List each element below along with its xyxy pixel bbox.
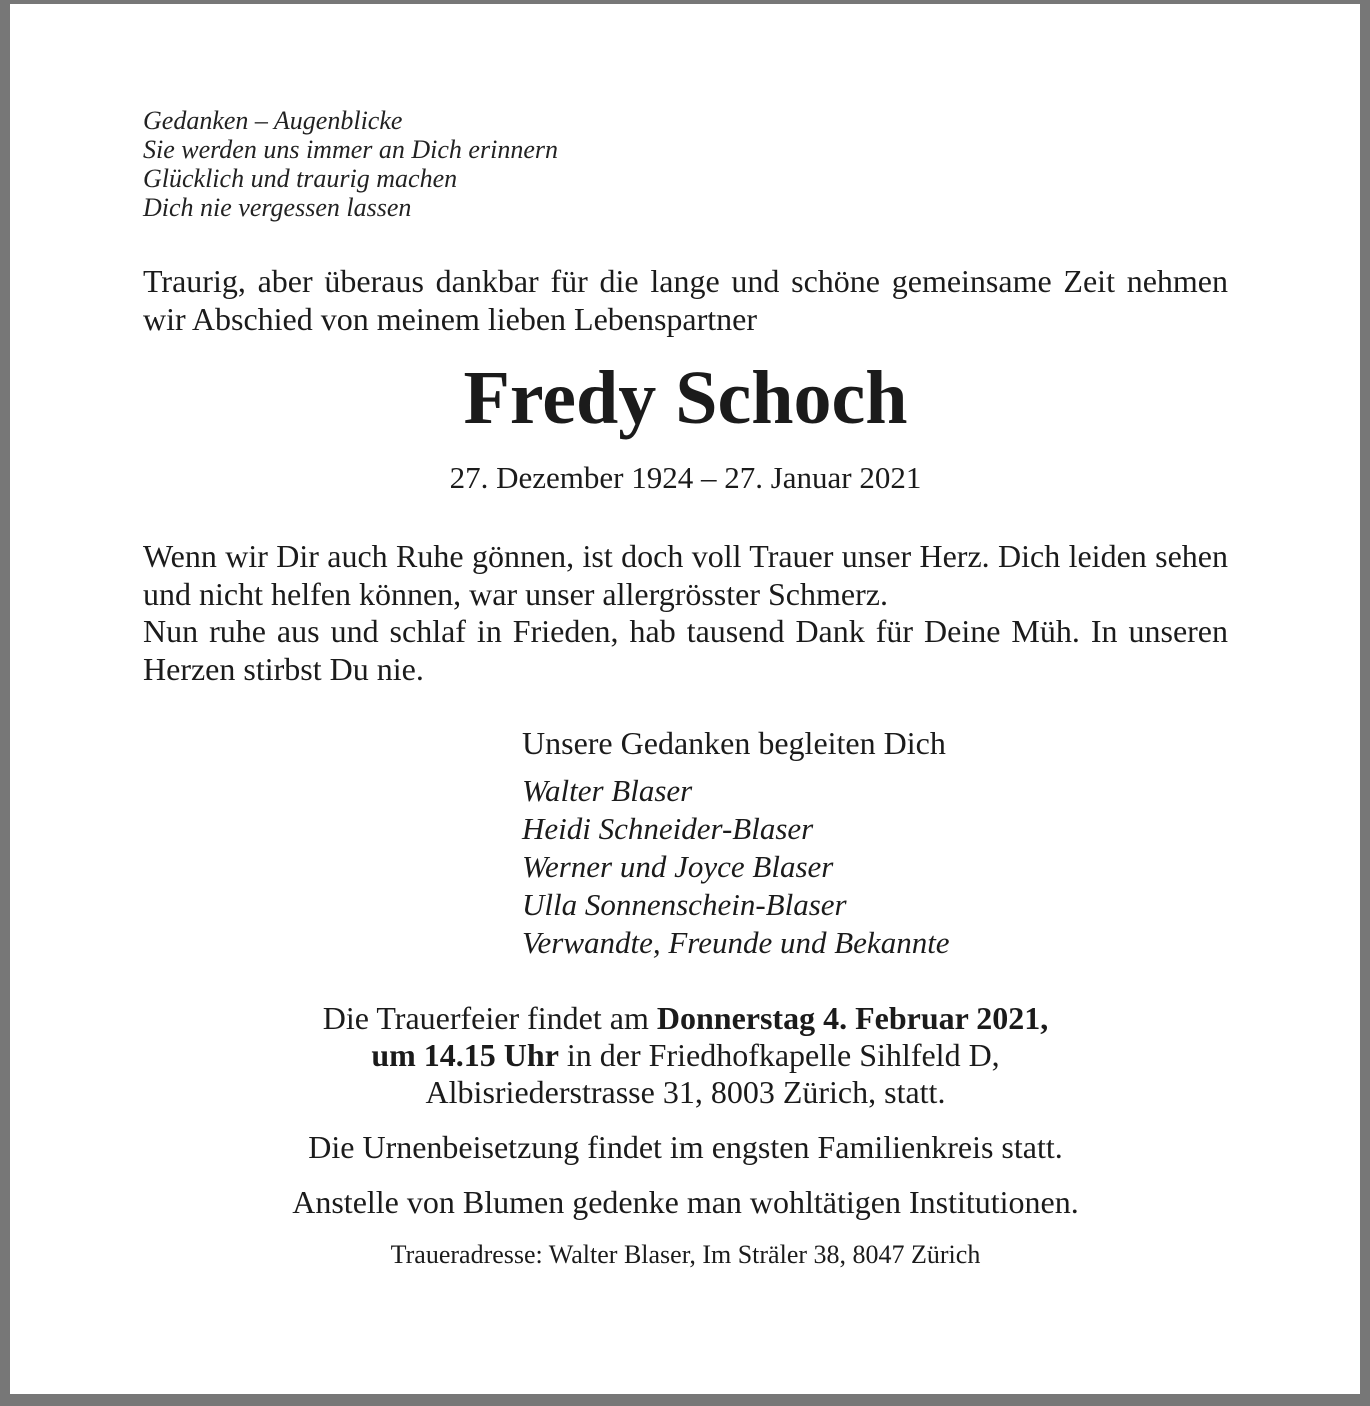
- intro-paragraph: Traurig, aber überaus dankbar für die lange und schöne gemeinsame Zeit nehmen wir Abschied von meinem lieben Lebenspartner: [143, 263, 1228, 337]
- poem-line: Gedanken – Augenblicke: [143, 106, 403, 135]
- mourner-name: Walter Blaser: [522, 773, 693, 809]
- mourner-name: Verwandte, Freunde und Bekannte: [522, 925, 950, 961]
- funeral-info-line-1: [143, 1000, 1228, 1037]
- funeral-location: in der Friedhofkapelle Sihlfeld D,: [566, 1037, 1000, 1074]
- eulogy-text: [143, 538, 1228, 688]
- mourners-block: [522, 724, 1228, 962]
- eulogy-paragraph-2: Nun ruhe aus und schlaf in Frieden, hab tausend Dank für Deine Müh. In unseren Herzen stirbst Du nie.: [143, 613, 1228, 687]
- funeral-date: Donnerstag 4. Februar 2021,: [656, 1000, 1049, 1037]
- eulogy-paragraph-1: Wenn wir Dir auch Ruhe gönnen, ist doch voll Trauer unser Herz. Dich leiden sehen und nicht helfen können, war unser allergrösster Schmerz.: [143, 538, 1228, 612]
- mourner-names-list: [522, 772, 1228, 962]
- funeral-info-line-2: [143, 1037, 1228, 1074]
- funeral-info-line-3: Albisriederstrasse 31, 8003 Zürich, statt.: [425, 1074, 946, 1111]
- funeral-time: um 14.15 Uhr: [371, 1037, 559, 1074]
- deceased-name: Fredy Schoch: [463, 356, 908, 440]
- mourner-name: Ulla Sonnenschein-Blaser: [522, 887, 847, 923]
- poem-line: Glücklich und traurig machen: [143, 164, 458, 193]
- mourner-name: Heidi Schneider-Blaser: [522, 811, 814, 847]
- flowers-note: Anstelle von Blumen gedenke man wohltätigen Institutionen.: [292, 1184, 1079, 1221]
- mourners-intro: Unsere Gedanken begleiten Dich: [522, 725, 946, 762]
- funeral-service-info: [143, 1000, 1228, 1111]
- life-dates: 27. Dezember 1924 – 27. Januar 2021: [449, 460, 922, 495]
- mourner-name: Werner und Joyce Blaser: [522, 849, 834, 885]
- funeral-prefix: Die Trauerfeier findet am: [322, 1000, 649, 1037]
- poem-line: Dich nie vergessen lassen: [143, 193, 412, 222]
- burial-note: Die Urnenbeisetzung findet im engsten Familienkreis statt.: [308, 1129, 1063, 1166]
- memorial-poem: [143, 106, 1228, 222]
- poem-line: Sie werden uns immer an Dich erinnern: [143, 135, 558, 164]
- mourning-address: Traueradresse: Walter Blaser, Im Sträler 38, 8047 Zürich: [390, 1240, 981, 1270]
- obituary-page: [10, 4, 1360, 1394]
